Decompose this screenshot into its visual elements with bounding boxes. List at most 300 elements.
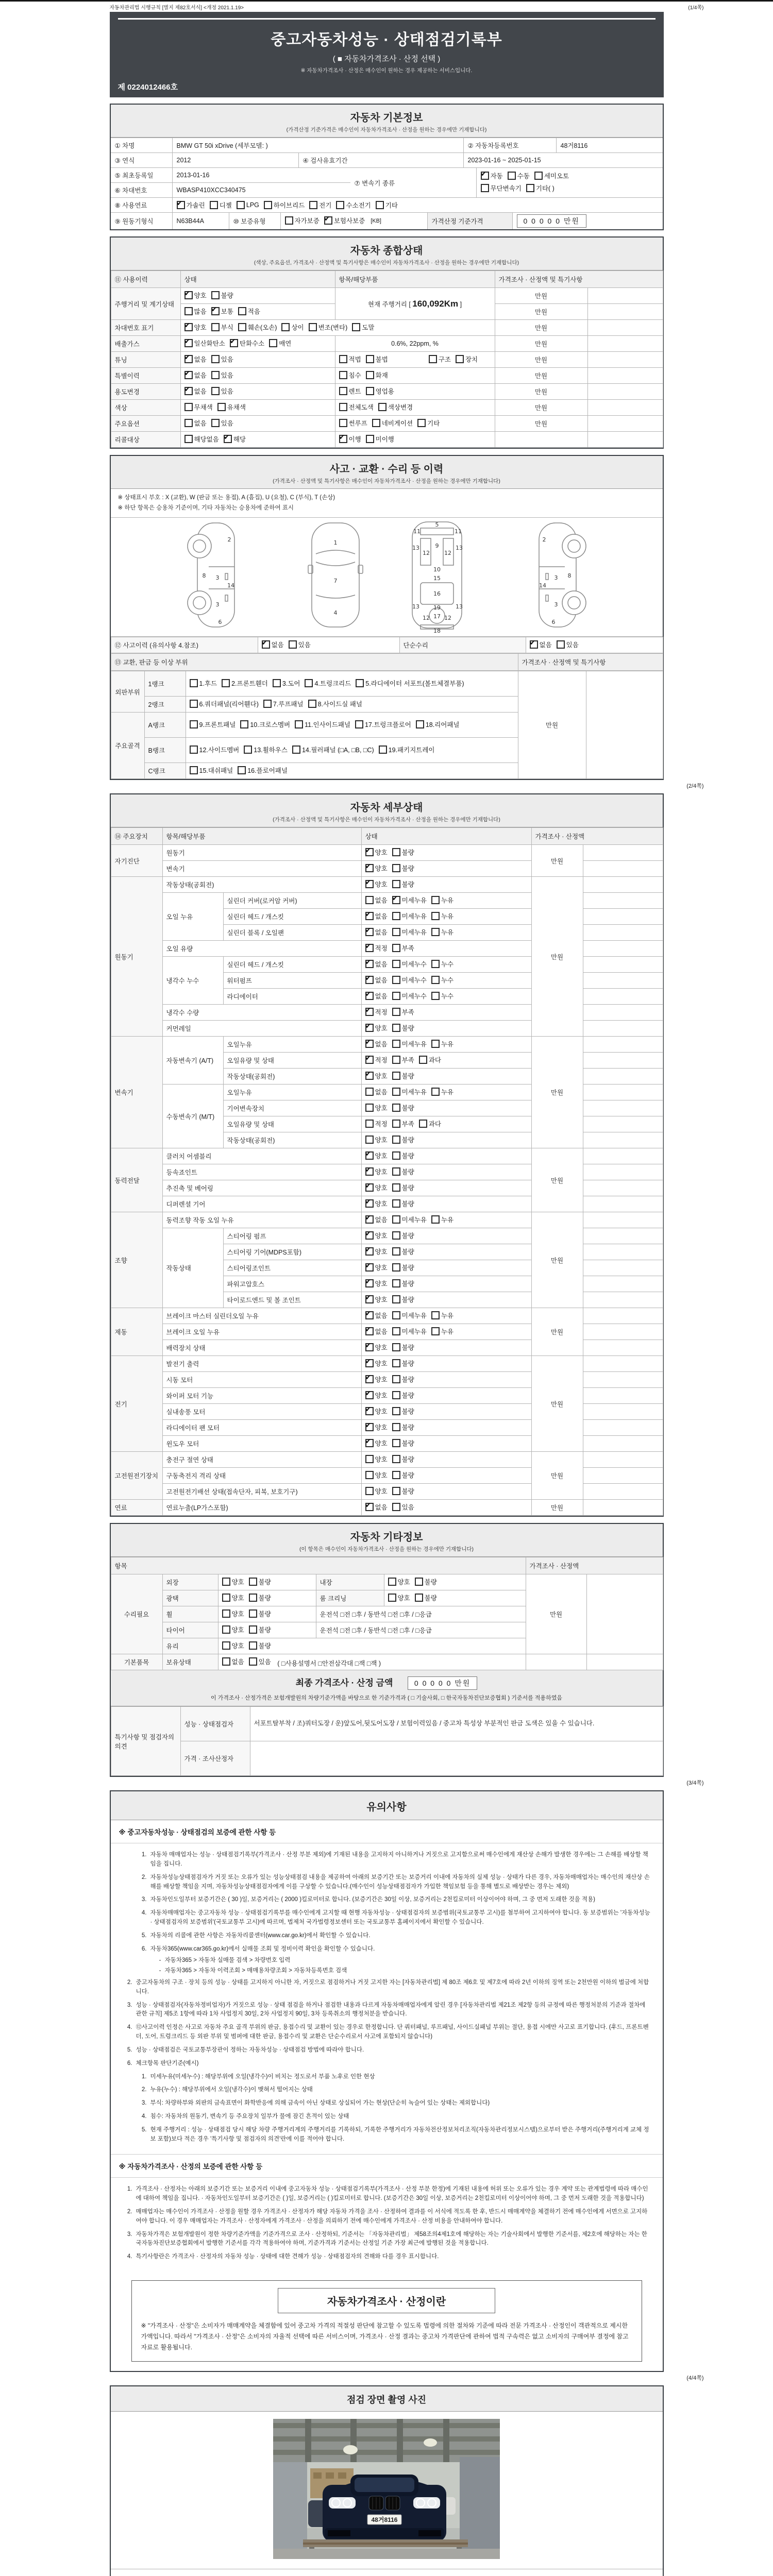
checkbox-unchecked[interactable] [508,171,530,180]
checkbox-unchecked[interactable] [355,720,411,729]
checkbox-label: 미세누유 [401,1312,427,1320]
checkbox-checked[interactable] [365,1502,388,1512]
notice-item-number: 5. [141,1932,147,1939]
checkbox-unchecked[interactable] [281,323,304,332]
checkbox-checked[interactable] [184,386,207,396]
checkbox-unchecked[interactable] [431,1327,453,1336]
checkbox-checked[interactable] [365,1406,388,1416]
checkbox-unchecked[interactable] [392,848,414,857]
checkbox-icon [352,323,360,331]
checkbox-unchecked[interactable] [392,1103,414,1112]
checkbox-unchecked[interactable] [222,1609,244,1618]
checkbox-label: LPG [246,201,259,209]
item-label: 광택 [162,1590,218,1606]
checkbox-unchecked[interactable] [392,1071,414,1080]
checkbox-unchecked[interactable] [249,1641,271,1650]
checkbox-unchecked[interactable] [222,679,268,688]
checkbox-checked[interactable] [184,323,207,332]
checkbox-unchecked[interactable] [392,1406,414,1416]
checkbox-checked[interactable] [365,1422,388,1432]
checkbox-icon [365,1151,374,1160]
checkbox-checked[interactable] [365,1215,388,1224]
checkbox-unchecked[interactable] [211,323,233,332]
checkbox-checked[interactable] [365,991,388,1001]
checkbox-unchecked[interactable] [392,1023,414,1032]
checkbox-unchecked[interactable] [292,745,374,754]
checkbox-checked[interactable] [365,1007,388,1016]
checkbox-icon [365,1311,374,1319]
checkbox-unchecked[interactable] [295,720,350,729]
checkbox-unchecked[interactable] [249,1625,271,1634]
checkbox-unchecked[interactable] [184,402,213,412]
checkbox-checked[interactable] [365,848,388,857]
field-label: ② 자동차등록번호 [464,138,557,152]
checkbox-label: 수동 [517,173,530,180]
checkbox-label: 양호 [375,1392,388,1400]
checkbox-unchecked[interactable] [238,766,288,775]
checkbox-icon [417,419,426,427]
checkbox-icon [557,640,565,649]
checkbox-checked[interactable] [211,307,233,316]
checkbox-unchecked[interactable] [392,1502,414,1512]
checkbox-checked[interactable] [184,338,225,348]
checkbox-icon [222,1594,230,1602]
item-label: 오일유량 및 상태 [223,1053,361,1069]
checkbox-checked[interactable] [365,879,388,889]
notice-item [136,2124,652,2146]
device-group-label: 원동기 [111,877,162,1037]
checkbox-unchecked[interactable] [378,402,413,412]
checkbox-unchecked[interactable] [285,216,320,225]
field-label: ⑥ 차대번호 [111,183,173,197]
page-number-2: (2/4쪽) [686,783,704,790]
price-cell: 만원 [495,336,587,352]
checkbox-unchecked[interactable] [249,1657,271,1666]
checkbox-unchecked[interactable] [392,1470,414,1480]
checkbox-unchecked[interactable] [289,640,311,649]
notice-item-number: - [159,1968,161,1974]
checkbox-icon [249,1625,257,1634]
notice-item-number: 3. [141,1896,147,1903]
checkbox-checked[interactable] [392,895,427,905]
checkbox-unchecked[interactable] [388,1593,410,1602]
notice-subheader-1: ※ 중고자동차성능 · 상태점검의 보증에 관한 사항 등 [111,1820,663,1843]
checkbox-unchecked[interactable] [429,354,451,364]
checkbox-unchecked[interactable] [456,354,478,364]
checkbox-unchecked[interactable] [431,1215,453,1224]
checkbox-unchecked[interactable] [431,975,453,985]
checkbox-checked[interactable] [365,959,388,969]
notice-item-number: 1. [141,1852,147,1858]
checkbox-label: 불량 [401,1248,414,1256]
checkbox-unchecked[interactable] [392,1391,414,1400]
checkbox-icon [339,435,347,443]
state-cell [361,1037,531,1053]
checkbox-checked[interactable] [224,434,246,444]
overall-status-section [110,236,664,449]
checkbox-unchecked[interactable] [366,434,394,444]
checkbox-unchecked[interactable] [392,1438,414,1448]
item-label: 동력조향 작동 오일 누유 [162,1212,361,1228]
checkbox-unchecked[interactable] [222,1625,244,1634]
checkbox-unchecked[interactable] [431,1039,453,1048]
checkbox-unchecked[interactable] [365,895,388,905]
checkbox-unchecked[interactable] [392,1135,414,1144]
checkbox-unchecked[interactable] [431,991,453,1001]
checkbox-unchecked[interactable] [352,323,374,332]
checkbox-unchecked[interactable] [365,1470,388,1480]
checkbox-checked[interactable] [365,1311,388,1320]
checkbox-unchecked[interactable] [366,370,388,380]
svg-text:2: 2 [227,536,231,544]
checkbox-checked[interactable] [365,1183,388,1192]
checkbox-unchecked[interactable] [249,1593,271,1602]
checkbox-icon [392,1056,400,1064]
checkbox-unchecked[interactable] [392,911,427,921]
car-diagram-svg [111,518,663,634]
checkbox-unchecked[interactable] [184,307,207,316]
note-cell [583,845,663,861]
checkbox-icon [295,720,303,728]
detail-row [111,1037,663,1053]
checkbox-unchecked[interactable] [263,699,304,708]
checkbox-unchecked[interactable] [372,418,413,428]
checkbox-unchecked[interactable] [238,323,277,332]
checkbox-unchecked[interactable] [419,1055,441,1064]
checkbox-label: 훼손(오손) [247,324,277,331]
checkbox-unchecked[interactable] [419,1119,441,1128]
state-cell [361,1468,531,1484]
checkbox-unchecked[interactable] [339,418,367,428]
checkbox-unchecked[interactable] [305,679,351,688]
checkbox-icon [336,201,344,209]
checkbox-unchecked[interactable] [392,1007,414,1016]
notice-item [136,1871,652,1894]
checkbox-label: 매연 [279,340,292,347]
checkbox-label: 해당없음 [194,436,219,443]
note-cell [587,368,663,384]
checkbox-unchecked[interactable] [366,354,388,364]
checkbox-checked[interactable] [365,1071,388,1080]
checkbox-unchecked[interactable] [431,1311,453,1320]
legend-line-1: ※ 상태표시 부호 : X (교환), W (판금 또는 용접), A (흠집), U (요철), C (부식), T (손상) [117,495,335,501]
checkbox-unchecked[interactable] [392,1119,414,1128]
checkbox-unchecked[interactable] [481,183,522,193]
checkbox-unchecked[interactable] [336,200,371,210]
section-title: 자동차 세부상태 [350,802,423,814]
checkbox-checked[interactable] [365,1199,388,1208]
checkbox-icon [365,1359,374,1367]
checkbox-unchecked[interactable] [526,183,554,193]
checkbox-icon [392,1247,400,1256]
checkbox-label: 미세누유 [401,1089,427,1096]
row-label: 배출가스 [111,336,180,352]
checkbox-unchecked[interactable] [431,895,453,905]
checkbox-unchecked[interactable] [392,1359,414,1368]
checkbox-unchecked[interactable] [238,307,260,316]
checkbox-unchecked[interactable] [392,1311,427,1320]
checkbox-label: 기타 [427,420,440,427]
checkbox-unchecked[interactable] [392,1295,414,1304]
svg-text:17: 17 [433,613,441,620]
checkbox-icon [392,1503,400,1511]
checkbox-unchecked[interactable] [211,386,233,396]
checkbox-unchecked[interactable] [392,991,427,1001]
checkbox-unchecked[interactable] [211,370,233,380]
detail-row [111,1148,663,1164]
checkbox-unchecked[interactable] [237,201,259,209]
checkbox-unchecked[interactable] [392,959,427,969]
checkbox-label: 양호 [375,1264,388,1272]
checkbox-checked[interactable] [365,1263,388,1272]
checkbox-icon [249,1609,257,1618]
checkbox-unchecked[interactable] [392,943,414,953]
checkbox-unchecked[interactable] [365,1103,388,1112]
checkbox-checked[interactable] [184,291,207,300]
photo-header [111,2386,663,2412]
checkbox-unchecked[interactable] [392,1247,414,1256]
device-group-label: 변속기 [111,1037,162,1148]
etc-info-table [111,1557,663,1670]
section-title: 사고 · 교환 · 수리 등 이력 [329,464,444,475]
hold-items-list: ( □사용설명서 □안전삼각대 □잭 □잭 ) [277,1659,381,1667]
checkbox-label: 양호 [375,1025,388,1032]
checkbox-unchecked[interactable] [184,418,207,428]
checkbox-unchecked[interactable] [365,1135,388,1144]
checkbox-label: 렌트 [348,388,361,395]
item-label: 와이퍼 모터 기능 [162,1388,361,1404]
checkbox-unchecked[interactable] [184,434,219,444]
note-cell [583,1484,663,1500]
checkbox-unchecked[interactable] [190,699,259,708]
checkbox-checked[interactable] [365,863,388,873]
checkbox-checked[interactable] [481,171,503,180]
device-group-label: 고전원전기장치 [111,1452,162,1500]
checkbox-unchecked[interactable] [392,1279,414,1288]
checkbox-unchecked[interactable] [356,679,464,688]
checkbox-checked[interactable] [365,1375,388,1384]
checkbox-icon [372,419,380,427]
checkbox-unchecked[interactable] [392,1087,427,1096]
checkbox-unchecked[interactable] [240,720,290,729]
checkbox-unchecked[interactable] [392,1231,414,1240]
checkbox-unchecked[interactable] [534,171,569,180]
checkbox-icon [392,1040,400,1048]
checkbox-icon [244,745,252,754]
notice-item [136,2110,652,2124]
checkbox-unchecked[interactable] [308,699,362,708]
checkbox-unchecked[interactable] [392,1422,414,1432]
checkbox-unchecked[interactable] [376,200,398,210]
checkbox-unchecked[interactable] [339,386,361,396]
checkbox-checked[interactable] [177,200,205,210]
checkbox-unchecked[interactable] [392,1454,414,1464]
checkbox-unchecked[interactable] [392,1167,414,1176]
item-label: 디퍼렌셜 기어 [162,1196,361,1212]
checkbox-unchecked[interactable] [269,338,291,348]
checkbox-icon [222,1625,230,1634]
checkbox-unchecked[interactable] [211,291,233,300]
checkbox-unchecked[interactable] [190,679,217,688]
checkbox-checked[interactable] [365,1343,388,1352]
checkbox-unchecked[interactable] [309,200,331,210]
checkbox-icon [365,1391,374,1399]
checkbox-checked[interactable] [339,434,361,444]
checkbox-unchecked[interactable] [416,720,460,729]
checkbox-unchecked[interactable] [392,1486,414,1496]
checkbox-unchecked[interactable] [217,402,246,412]
checkbox-unchecked[interactable] [392,1199,414,1208]
svg-text:13: 13 [455,545,463,552]
checkbox-unchecked[interactable] [190,720,236,729]
notice-item-number: 3. [141,2100,147,2107]
checkbox-unchecked[interactable] [211,354,233,364]
checkbox-icon [392,1423,400,1431]
checkbox-unchecked[interactable] [309,323,348,332]
checkbox-checked[interactable] [365,975,388,985]
simple-repair-options [526,637,663,653]
item-label: 내장 [316,1574,384,1590]
checkbox-unchecked[interactable] [392,1215,427,1224]
checkbox-checked[interactable] [365,1167,388,1176]
checkbox-unchecked[interactable] [392,1263,414,1272]
checkbox-unchecked[interactable] [392,1039,427,1048]
checkbox-unchecked[interactable] [222,1577,244,1586]
checkbox-unchecked[interactable] [392,1343,414,1352]
checkbox-checked[interactable] [365,1438,388,1448]
checkbox-icon [249,1657,257,1666]
checkbox-unchecked[interactable] [431,927,453,937]
checkbox-icon [184,339,193,347]
checkbox-unchecked[interactable] [366,386,394,396]
notice-item-number: 6. [141,1945,147,1952]
state-cell [361,1212,531,1228]
checkbox-checked[interactable] [365,1327,388,1336]
checkbox-checked[interactable] [365,927,388,937]
checkbox-unchecked[interactable] [392,863,414,873]
checkbox-unchecked[interactable] [431,911,453,921]
checkbox-unchecked[interactable] [249,1577,271,1586]
checkbox-checked[interactable] [365,1039,388,1048]
checkbox-unchecked[interactable] [365,1087,388,1096]
checkbox-unchecked[interactable] [339,370,361,380]
checkbox-unchecked[interactable] [273,679,300,688]
checkbox-unchecked[interactable] [222,1593,244,1602]
checkbox-unchecked[interactable] [190,766,233,775]
checkbox-unchecked[interactable] [392,1151,414,1160]
checkbox-unchecked[interactable] [190,745,240,754]
checkbox-unchecked[interactable] [392,1327,427,1336]
state-cell [361,1005,531,1021]
checkbox-checked[interactable] [365,1023,388,1032]
checkbox-checked[interactable] [324,216,365,225]
checkbox-unchecked[interactable] [392,1375,414,1384]
checkbox-unchecked[interactable] [365,1454,388,1464]
checkbox-label: 무단변속기 [490,185,522,192]
checkbox-unchecked[interactable] [392,975,427,985]
checkbox-icon [392,880,400,888]
checkbox-checked[interactable] [365,1359,388,1368]
checkbox-checked[interactable] [365,1231,388,1240]
checkbox-unchecked[interactable] [417,418,440,428]
checkbox-unchecked[interactable] [431,1087,453,1096]
checkbox-unchecked[interactable] [244,745,288,754]
checkbox-checked[interactable] [262,640,284,649]
checkbox-checked[interactable] [365,1295,388,1304]
note-cell [583,1053,663,1069]
checkbox-unchecked[interactable] [365,1486,388,1496]
inspection-validity-value: 2023-01-16 ~ 2025-01-15 [467,157,541,164]
checkbox-unchecked[interactable] [415,1577,437,1586]
checkbox-checked[interactable] [365,1151,388,1160]
checkbox-unchecked[interactable] [379,745,435,754]
checkbox-label: 18.리어패널 [425,721,460,729]
checkbox-unchecked[interactable] [392,927,427,937]
checkbox-icon [392,1263,400,1272]
state-cell [361,861,531,877]
warranty-provider: [KB] [371,218,381,224]
tuning-legal-options [339,358,393,365]
checkbox-unchecked[interactable] [392,1055,414,1064]
checkbox-unchecked[interactable] [249,1609,271,1618]
checkbox-checked[interactable] [230,338,264,348]
state-cell [361,941,531,957]
checkbox-label: 불량 [401,865,414,873]
item-label: 윈도우 모터 [162,1436,361,1452]
checkbox-unchecked[interactable] [210,200,232,210]
checkbox-unchecked[interactable] [415,1593,437,1602]
checkbox-label: 불량 [401,1296,414,1304]
checkbox-label: 해당 [233,436,246,443]
checkbox-unchecked[interactable] [392,879,414,889]
notice-item-text: 자동차365(www.car365.go.kr)에서 실매물 조회 및 정비이력 확인을 확인할 수 있습니다. [150,1945,375,1952]
checkbox-unchecked[interactable] [431,959,453,969]
checkbox-unchecked[interactable] [388,1577,410,1586]
checkbox-checked[interactable] [184,354,207,364]
checkbox-unchecked[interactable] [365,1119,388,1128]
checkbox-unchecked[interactable] [339,402,374,412]
checkbox-unchecked[interactable] [211,418,233,428]
checkbox-checked[interactable] [365,1279,388,1288]
checkbox-checked[interactable] [184,370,207,380]
state-cell [361,1404,531,1420]
checkbox-unchecked[interactable] [222,1657,244,1666]
checkbox-checked[interactable] [365,911,388,921]
checkbox-unchecked[interactable] [339,354,361,364]
notice-item [121,2021,652,2044]
checkbox-label: 양호 [375,1105,388,1112]
checkbox-unchecked[interactable] [264,200,305,210]
checkbox-label: 3.도어 [282,680,300,688]
checkbox-icon [379,745,387,754]
checkbox-unchecked[interactable] [557,640,579,649]
rank1-items [186,671,518,697]
checkbox-icon [238,323,246,331]
checkbox-icon [365,1327,374,1335]
checkbox-icon [217,403,226,411]
checkbox-checked[interactable] [365,943,388,953]
note-cell [587,320,663,336]
checkbox-checked[interactable] [365,1391,388,1400]
checkbox-icon [392,928,400,936]
checkbox-unchecked[interactable] [392,1183,414,1192]
checkbox-checked[interactable] [365,1247,388,1256]
checkbox-unchecked[interactable] [222,1641,244,1650]
checkbox-checked[interactable] [365,1055,388,1064]
appraiser-opinion-text [250,1741,663,1776]
checkbox-checked[interactable] [530,640,552,649]
checkbox-label: 12.사이드멤버 [199,747,240,754]
